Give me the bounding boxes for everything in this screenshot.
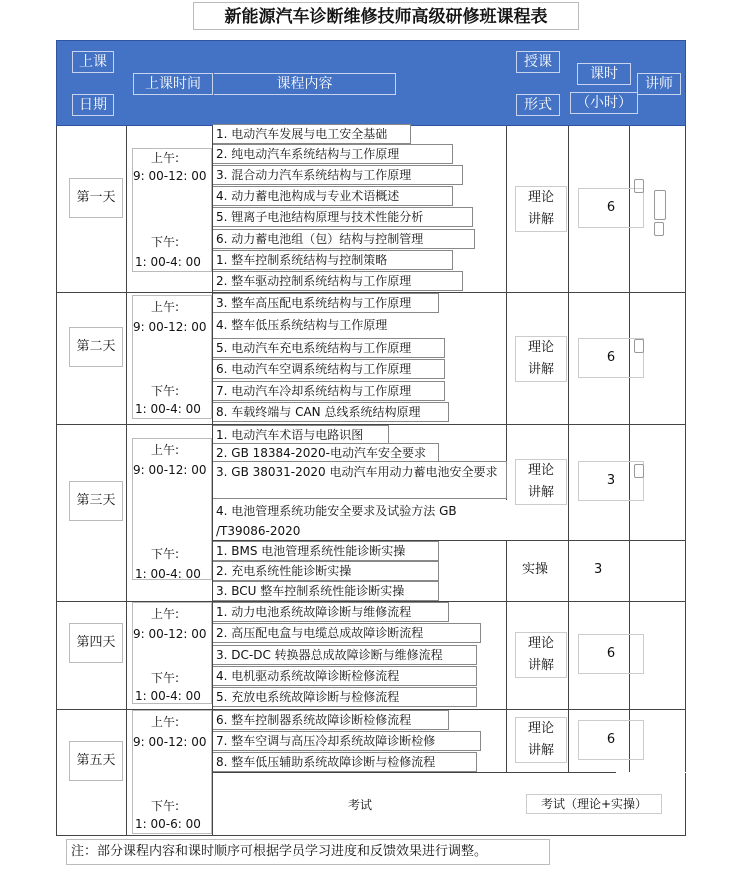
pm-time: 1: 00-4: 00 bbox=[135, 255, 201, 269]
course-item: 5. 充放电系统故障诊断与检修流程 bbox=[213, 687, 477, 707]
day-label: 第二天 bbox=[69, 327, 123, 367]
course-item: 4. 动力蓄电池构成与专业术语概述 bbox=[213, 186, 453, 206]
form-line: 讲解 bbox=[527, 212, 554, 227]
course-item: 1. 电动汽车发展与电工安全基础 bbox=[213, 124, 411, 144]
course-item: 3. GB 38031-2020 电动汽车用动力蓄电池安全要求 bbox=[213, 461, 507, 499]
am-time: 9: 00-12: 00 bbox=[133, 463, 207, 477]
header-day-top: 上课 bbox=[72, 51, 114, 73]
teaching-form: 实操 bbox=[522, 562, 549, 577]
class-hours: 3 bbox=[594, 562, 603, 577]
course-item: 3. DC-DC 转换器总成故障诊断与维修流程 bbox=[213, 645, 477, 665]
am-label: 上午: bbox=[151, 443, 180, 457]
am-label: 上午: bbox=[151, 300, 180, 314]
form-line: 理论 bbox=[527, 190, 554, 205]
course-item: 5. 锂离子电池结构原理与技术性能分析 bbox=[213, 207, 473, 227]
header-content: 课程内容 bbox=[214, 73, 396, 95]
course-item: 7. 整车空调与高压冷却系统故障诊断检修 bbox=[213, 731, 481, 751]
pm-label: 下午: bbox=[151, 384, 180, 398]
grid-line bbox=[56, 126, 57, 836]
class-hours: 6 bbox=[578, 720, 644, 760]
teaching-form bbox=[515, 717, 567, 763]
grid-line bbox=[126, 126, 127, 836]
checkbox-icon bbox=[634, 339, 644, 353]
pm-label: 下午: bbox=[151, 235, 180, 249]
day-label: 第一天 bbox=[69, 178, 123, 218]
course-item: 6. 动力蓄电池组（包）结构与控制管理 bbox=[213, 229, 475, 249]
am-time: 9: 00-12: 00 bbox=[133, 320, 207, 334]
header-form-top: 授课 bbox=[516, 51, 560, 73]
exam-form: 考试（理论+实操） bbox=[526, 794, 662, 814]
teacher-field bbox=[654, 190, 666, 220]
pm-label: 下午: bbox=[151, 671, 180, 685]
class-hours: 6 bbox=[578, 338, 644, 378]
am-time: 9: 00-12: 00 bbox=[133, 627, 207, 641]
class-hours: 6 bbox=[578, 634, 644, 674]
course-item: 3. 混合动力汽车系统结构与工作原理 bbox=[213, 165, 463, 185]
teaching-form bbox=[515, 186, 567, 232]
header-day-bottom: 日期 bbox=[72, 94, 114, 116]
pm-time: 1: 00-4: 00 bbox=[135, 689, 201, 703]
pm-time: 1: 00-4: 00 bbox=[135, 567, 201, 581]
course-item: 2. GB 18384-2020-电动汽车安全要求 bbox=[213, 443, 439, 463]
course-item: 1. BMS 电池管理系统性能诊断实操 bbox=[213, 541, 439, 561]
grid-line bbox=[56, 835, 686, 836]
header-teacher: 讲师 bbox=[637, 73, 681, 95]
grid-line bbox=[506, 126, 507, 772]
grid-gap bbox=[616, 772, 686, 773]
time-box bbox=[132, 602, 212, 704]
course-item: 2. 纯电动汽车系统结构与工作原理 bbox=[213, 144, 453, 164]
am-time: 9: 00-12: 00 bbox=[133, 169, 207, 183]
day-label: 第五天 bbox=[69, 741, 123, 781]
course-item: 7. 电动汽车冷却系统结构与工作原理 bbox=[213, 381, 445, 401]
checkbox-icon bbox=[634, 464, 644, 478]
course-item: 3. BCU 整车控制系统性能诊断实操 bbox=[213, 581, 439, 601]
time-box bbox=[132, 710, 212, 834]
footnote: 注：部分课程内容和课时顺序可根据学员学习进度和反馈效果进行调整。 bbox=[66, 839, 550, 865]
day-label: 第四天 bbox=[69, 623, 123, 663]
course-item: 1. 电动汽车术语与电路识图 bbox=[213, 425, 389, 445]
course-item: 8. 车载终端与 CAN 总线系统结构原理 bbox=[213, 402, 449, 422]
header-time: 上课时间 bbox=[133, 73, 213, 95]
form-line: 理论 bbox=[527, 721, 554, 736]
checkbox-icon bbox=[654, 222, 664, 236]
form-line: 理论 bbox=[527, 636, 554, 651]
course-item: 1. 动力电池系统故障诊断与维修流程 bbox=[213, 602, 449, 622]
course-item: 4. 整车低压系统结构与工作原理 bbox=[213, 315, 439, 335]
table-header bbox=[56, 40, 686, 126]
pm-time: 1: 00-4: 00 bbox=[135, 402, 201, 416]
checkbox-icon bbox=[634, 179, 644, 193]
form-line: 理论 bbox=[527, 463, 554, 478]
header-form-bottom: 形式 bbox=[516, 94, 560, 116]
course-item: 5. 电动汽车充电系统结构与工作原理 bbox=[213, 338, 445, 358]
course-item: 6. 电动汽车空调系统结构与工作原理 bbox=[213, 359, 445, 379]
am-time: 9: 00-12: 00 bbox=[133, 735, 207, 749]
header-hours-top: 课时 bbox=[577, 63, 631, 85]
pm-label: 下午: bbox=[151, 547, 180, 561]
course-item: 4. 电池管理系统功能安全要求及试验方法 GB /T39086-2020 bbox=[213, 500, 507, 540]
teaching-form bbox=[515, 336, 567, 382]
class-hours: 3 bbox=[578, 461, 644, 501]
course-item: 4. 电机驱动系统故障诊断检修流程 bbox=[213, 666, 477, 686]
form-line: 讲解 bbox=[527, 658, 554, 673]
course-item: 6. 整车控制器系统故障诊断检修流程 bbox=[213, 710, 449, 730]
form-line: 讲解 bbox=[527, 362, 554, 377]
grid-line bbox=[685, 126, 686, 836]
exam-label: 考试 bbox=[348, 798, 373, 812]
grid-line bbox=[568, 126, 569, 772]
day-label: 第三天 bbox=[69, 481, 123, 521]
time-box bbox=[132, 438, 212, 580]
page-title: 新能源汽车诊断维修技师高级研修班课程表 bbox=[193, 2, 579, 30]
form-line: 理论 bbox=[527, 340, 554, 355]
course-item: 2. 高压配电盒与电缆总成故障诊断流程 bbox=[213, 623, 481, 643]
class-hours: 6 bbox=[578, 188, 644, 228]
time-box bbox=[132, 148, 212, 272]
schedule-table bbox=[56, 40, 686, 836]
teaching-form bbox=[515, 632, 567, 678]
course-item: 2. 整车驱动控制系统结构与工作原理 bbox=[213, 271, 463, 291]
pm-label: 下午: bbox=[151, 799, 180, 813]
am-label: 上午: bbox=[151, 151, 180, 165]
am-label: 上午: bbox=[151, 607, 180, 621]
teaching-form bbox=[515, 459, 567, 505]
course-item: 8. 整车低压辅助系统故障诊断与检修流程 bbox=[213, 752, 477, 772]
am-label: 上午: bbox=[151, 715, 180, 729]
pm-time: 1: 00-6: 00 bbox=[135, 817, 201, 831]
time-box bbox=[132, 295, 212, 419]
course-item: 3. 整车高压配电系统结构与工作原理 bbox=[213, 293, 439, 313]
form-line: 讲解 bbox=[527, 485, 554, 500]
form-line: 讲解 bbox=[527, 743, 554, 758]
course-item: 1. 整车控制系统结构与控制策略 bbox=[213, 250, 453, 270]
header-hours-bottom: （小时） bbox=[570, 92, 638, 114]
course-item: 2. 充电系统性能诊断实操 bbox=[213, 561, 439, 581]
